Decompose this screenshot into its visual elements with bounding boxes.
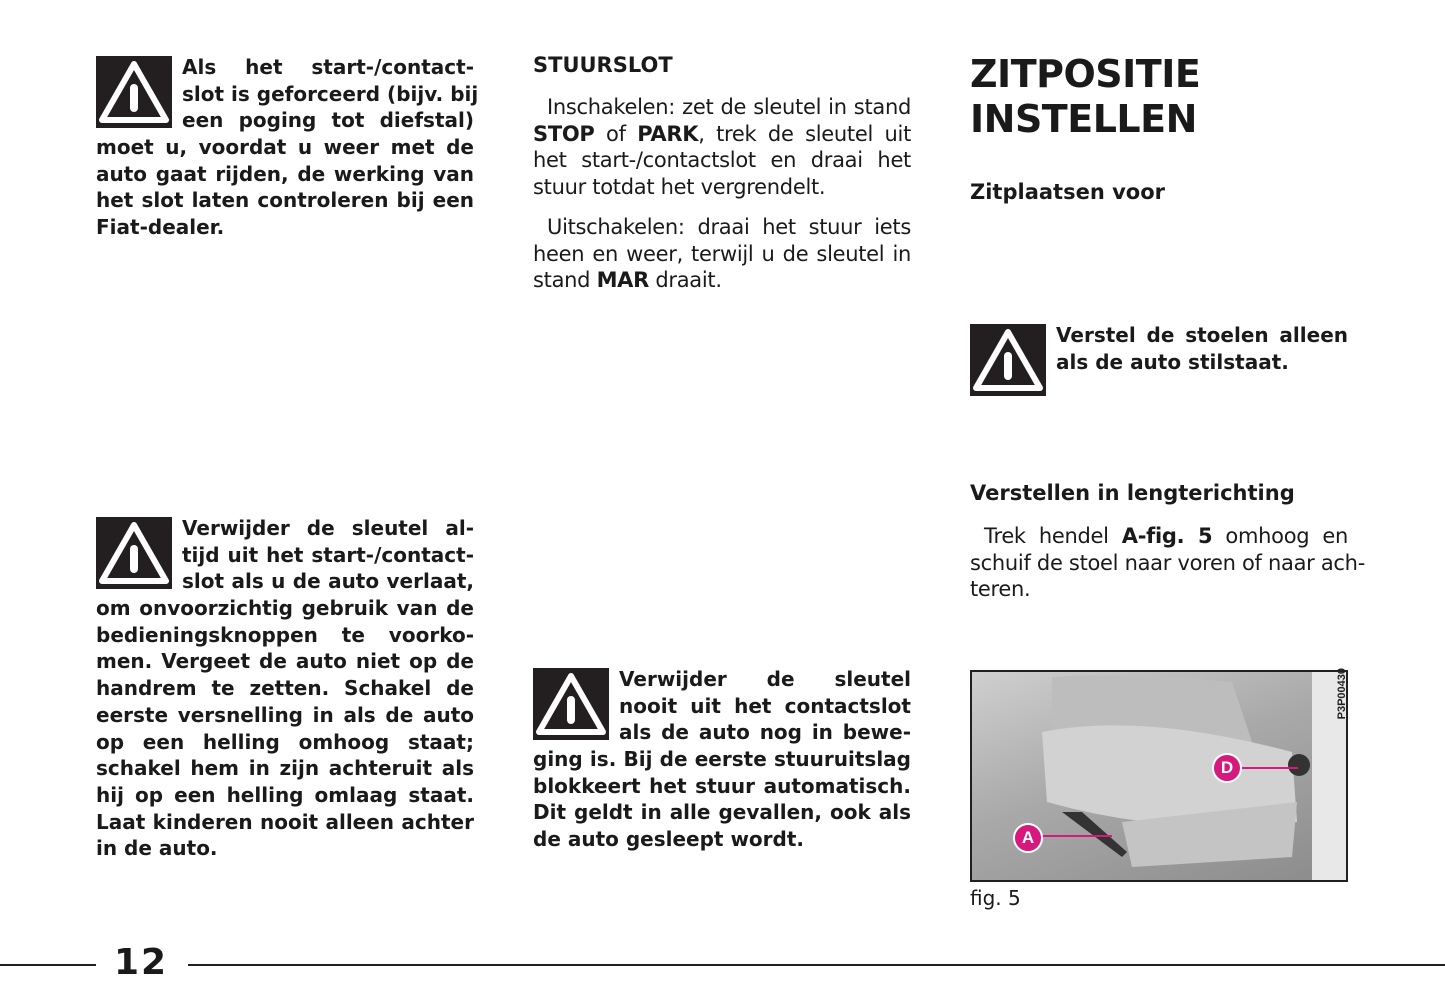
text-line	[533, 174, 911, 201]
text-line	[96, 214, 474, 241]
bold-text: hij op een helling omlaag staat.	[96, 782, 474, 807]
text-line	[96, 809, 474, 836]
text-line	[533, 121, 911, 148]
page-number: 12	[114, 942, 169, 983]
text-line	[533, 773, 911, 800]
text-line	[970, 550, 1365, 577]
chapter-title-line2: INSTELLEN	[970, 97, 1197, 141]
text-line	[533, 826, 911, 853]
warning-triangle-icon	[970, 324, 1046, 396]
text: of	[594, 121, 638, 146]
text: , trek de sleutel uit	[698, 121, 911, 146]
bold-text: Verwijder de sleutel al-	[182, 516, 474, 540]
bold-text: MAR	[596, 268, 649, 293]
chapter-title-line1: ZITPOSITIE	[970, 52, 1201, 96]
text: schuif de stoel naar voren of naar ach-	[970, 550, 1365, 575]
warning-key-while-moving	[533, 666, 911, 853]
text-line	[96, 782, 474, 809]
text-line	[96, 161, 474, 188]
bold-text: A-fig. 5	[1121, 524, 1213, 548]
bold-text: auto gaat rijden, de werking van	[96, 161, 474, 186]
text-line	[96, 595, 474, 622]
warning-adjust-seats	[970, 322, 1348, 396]
text: het start-/contactslot en draai het	[533, 148, 911, 173]
text-line	[96, 675, 474, 702]
text-line	[96, 648, 474, 675]
text-line	[533, 746, 911, 773]
footer-rule-left	[0, 964, 96, 966]
bold-text: een poging tot diefstal)	[182, 108, 474, 133]
subheading-longitudinal: Verstellen in lengterichting	[970, 481, 1295, 505]
text: Trek hendel	[984, 524, 1122, 548]
warning-remove-key	[96, 515, 474, 862]
text-line	[533, 214, 911, 241]
bold-text: STOP	[533, 121, 595, 146]
bold-text: in de auto.	[96, 836, 218, 861]
bold-text: blokkeert het stuur automatisch.	[533, 773, 911, 798]
bold-text: als de auto nog in bewe-	[619, 720, 911, 745]
section-heading-stuurslot: STUURSLOT	[533, 53, 673, 77]
text-line	[96, 835, 474, 862]
bold-text: Fiat-dealer.	[96, 215, 225, 240]
text-line	[970, 523, 1348, 550]
bold-text: bedieningsknoppen te voorko-	[96, 622, 474, 647]
text-line	[533, 799, 911, 826]
text: heen en weer, terwijl u de sleutel in	[533, 241, 911, 266]
callout-a: A	[1013, 823, 1043, 853]
seat-figure	[970, 670, 1348, 882]
bold-text: PARK	[637, 121, 699, 146]
bold-text: tijd uit het start-/contact-	[182, 542, 474, 567]
leader-line-a	[1042, 835, 1112, 837]
bold-text: het slot laten controleren bij een	[96, 188, 474, 213]
callout-d: D	[1212, 753, 1242, 783]
bold-text: ging is. Bij de eerste stuuruitslag	[533, 747, 911, 772]
text-line	[533, 241, 911, 268]
text: omhoog en	[1212, 524, 1348, 548]
text-line	[96, 729, 474, 756]
text-line	[96, 755, 474, 782]
text: stand	[533, 268, 597, 293]
paragraph-inschakelen	[533, 94, 911, 201]
paragraph-longitudinal	[970, 523, 1365, 603]
text: draait.	[648, 268, 722, 293]
text-line	[533, 267, 911, 294]
text: Uitschakelen: draai het stuur iets	[547, 215, 911, 239]
bold-text: Dit geldt in alle gevallen, ook als	[533, 800, 911, 825]
bold-text: handrem te zetten. Schakel de	[96, 676, 474, 701]
bold-text: men. Vergeet de auto niet op de	[96, 649, 474, 674]
text-line	[533, 147, 911, 174]
bold-text: slot is geforceerd (bijv. bij	[182, 81, 479, 106]
text-line	[970, 576, 1348, 603]
chapter-title	[970, 52, 1200, 142]
bold-text: nooit uit het contactslot	[619, 693, 911, 718]
paragraph-uitschakelen	[533, 214, 911, 294]
figure-code: P3P00430	[1336, 668, 1348, 720]
bold-text: schakel hem in zijn achteruit als	[96, 756, 474, 781]
warning-forced-lock	[96, 54, 479, 241]
text-line	[96, 187, 474, 214]
bold-text: Verwijder de sleutel	[619, 667, 911, 691]
warning-triangle-icon	[533, 668, 609, 740]
text-line	[96, 622, 474, 649]
bold-text: eerste versnelling in als de auto	[96, 702, 474, 727]
bold-text: Als het start-/contact-	[182, 55, 474, 79]
subheading-front-seats: Zitplaatsen voor	[970, 180, 1165, 204]
footer-rule-right	[188, 964, 1445, 966]
text-line	[96, 134, 474, 161]
text-line	[533, 94, 911, 121]
text: stuur totdat het vergrendelt.	[533, 175, 826, 200]
text: teren.	[970, 577, 1031, 602]
figure-caption: fig. 5	[970, 886, 1021, 910]
warning-triangle-icon	[96, 56, 172, 128]
warning-triangle-icon	[96, 517, 172, 589]
bold-text: op een helling omhoog staat;	[96, 729, 474, 754]
text-line	[96, 702, 474, 729]
bold-text: moet u, voordat u weer met de	[96, 135, 474, 160]
bold-text: als de auto stilstaat.	[1056, 349, 1289, 374]
text: Inschakelen: zet de sleutel in stand	[547, 95, 911, 119]
bold-text: slot als u de auto verlaat,	[182, 569, 474, 594]
bold-text: Verstel de stoelen alleen	[1056, 323, 1348, 347]
bold-text: om onvoorzichtig gebruik van de	[96, 596, 474, 621]
bold-text: de auto gesleept wordt.	[533, 827, 805, 852]
bold-text: Laat kinderen nooit alleen achter	[96, 809, 474, 834]
